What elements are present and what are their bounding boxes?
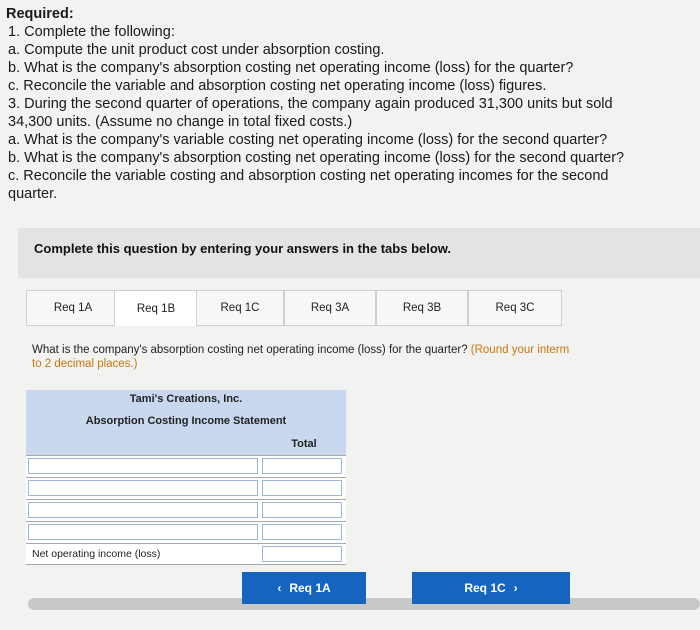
statement-row xyxy=(26,477,346,499)
net-income-row xyxy=(26,543,346,565)
tab-req-1a[interactable]: Req 1A xyxy=(26,290,120,326)
label-column-header xyxy=(26,433,262,455)
next-button[interactable] xyxy=(412,572,570,604)
chevron-left-icon: ‹ xyxy=(277,581,282,595)
rounding-note-cont: to 2 decimal places.) xyxy=(32,358,138,370)
statement-row xyxy=(26,521,346,543)
statement-row xyxy=(26,499,346,521)
statement-title: Absorption Costing Income Statement xyxy=(85,415,287,427)
next-button-label: Req 1C xyxy=(464,581,506,595)
row-amount-input[interactable] xyxy=(262,524,342,540)
row-amount-input[interactable] xyxy=(262,480,342,496)
net-income-input[interactable] xyxy=(262,546,342,562)
rounding-note: (Round your interm xyxy=(470,344,570,356)
required-line: 3. During the second quarter of operations, the company again produced 31,300 units but sold xyxy=(8,96,613,112)
required-heading: Required: xyxy=(6,6,74,22)
required-line: a. What is the company's variable costing net operating income (loss) for the second quarter? xyxy=(8,132,608,148)
row-label-select[interactable] xyxy=(28,524,258,540)
column-header-total: Total xyxy=(291,438,317,450)
required-line: b. What is the company's absorption costing net operating income (loss) for the second quarter? xyxy=(8,150,625,166)
tab-req-1b[interactable]: Req 1B xyxy=(114,290,198,326)
required-line: c. Reconcile the variable costing and absorption costing net operating incomes for the second xyxy=(8,168,609,184)
question-text: What is the company's absorption costing net operating income (loss) for the quarter? xyxy=(32,344,471,356)
required-line: 34,300 units. (Assume no change in total fixed costs.) xyxy=(8,114,353,130)
required-line: b. What is the company's absorption costing net operating income (loss) for the quarter? xyxy=(8,60,574,76)
company-name: Tami's Creations, Inc. xyxy=(129,393,243,405)
row-label-select[interactable] xyxy=(28,502,258,518)
row-amount-input[interactable] xyxy=(262,458,342,474)
tab-req-3a[interactable]: Req 3A xyxy=(284,290,376,326)
row-label-select[interactable] xyxy=(28,480,258,496)
row-label-select[interactable] xyxy=(28,458,258,474)
required-line: 1. Complete the following: xyxy=(8,24,175,40)
tab-req-3b[interactable]: Req 3B xyxy=(376,290,468,326)
required-line: c. Reconcile the variable and absorption costing net operating income (loss) figures. xyxy=(8,78,547,94)
question-prompt xyxy=(32,343,700,371)
required-line: a. Compute the unit product cost under absorption costing. xyxy=(8,42,385,58)
instructions-text: Complete this question by entering your answers in the tabs below. xyxy=(34,241,452,256)
net-income-label: Net operating income (loss) xyxy=(32,548,161,560)
prev-button[interactable] xyxy=(242,572,366,604)
prev-button-label: Req 1A xyxy=(289,581,331,595)
tab-req-1c[interactable]: Req 1C xyxy=(196,290,284,326)
required-line: quarter. xyxy=(8,186,58,202)
row-amount-input[interactable] xyxy=(262,502,342,518)
statement-row xyxy=(26,455,346,477)
tab-req-3c[interactable]: Req 3C xyxy=(468,290,562,326)
chevron-right-icon: › xyxy=(513,581,518,595)
